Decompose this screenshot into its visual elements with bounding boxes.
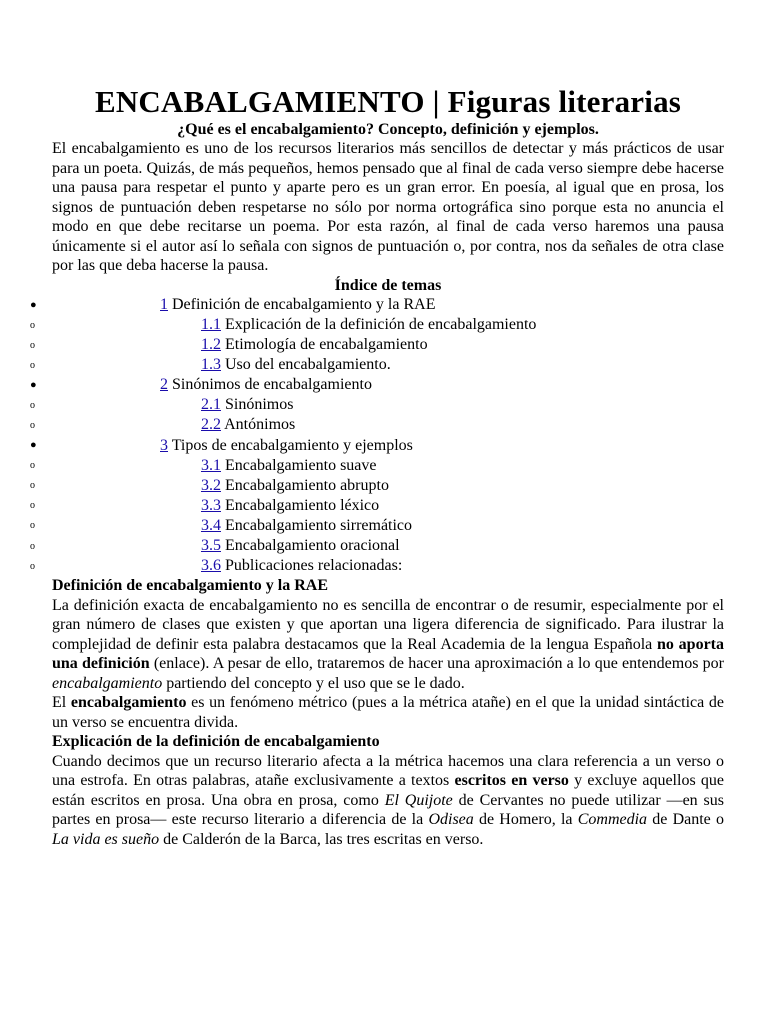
definition-paragraph bbox=[52, 596, 724, 694]
toc-link[interactable]: 1.2 bbox=[201, 336, 221, 354]
toc-item bbox=[30, 496, 724, 516]
toc-item bbox=[30, 395, 724, 415]
toc-label: Encabalgamiento abrupto bbox=[225, 476, 389, 494]
intro-paragraph: El encabalgamiento es uno de los recursos literarios más sencillos de detectar y más prácticos de usar para un poeta. Quizás, de más pequeños, hemos pensado que al final de cada verso siempre debe hacerse una pausa para respetar el punto y aparte pero es un gran error. En poesía, al igual que en prosa, los signos de puntuación deben respetarse no sólo por norma ortográfica sino porque esta no anuncia el modo en que debe recitarse un poema. Por esta razón, al final de cada verso haremos una pausa únicamente si el autor así lo señala con signos de puntuación o, por contra, nos da señales de otra clase por las que deba hacerse la pausa. bbox=[52, 140, 724, 274]
table-of-contents bbox=[30, 295, 724, 576]
page-subtitle: ¿Qué es el encabalgamiento? Concepto, definición y ejemplos. bbox=[177, 121, 599, 138]
bold-text: encabalgamiento bbox=[70, 694, 187, 712]
toc-item bbox=[30, 295, 724, 315]
toc-title: Índice de temas bbox=[334, 276, 442, 294]
toc-label: Definición de encabalgamiento y la RAE bbox=[172, 296, 436, 313]
page-title: ENCABALGAMIENTO | Figuras literarias bbox=[94, 84, 682, 119]
bullet-disc-icon: ● bbox=[30, 298, 37, 311]
italic-text: Commedia bbox=[577, 811, 648, 829]
definition-paragraph-2 bbox=[52, 693, 724, 732]
toc-link[interactable]: 3.4 bbox=[201, 516, 221, 534]
bold-text: no aporta una definición bbox=[52, 635, 724, 673]
toc-item bbox=[30, 355, 724, 375]
toc-item bbox=[30, 536, 724, 556]
toc-item bbox=[30, 335, 724, 355]
bullet-circle-icon: o bbox=[30, 460, 35, 472]
text-run: y excluye aquellos que están escritos en prosa. Una obra en prosa, como bbox=[52, 772, 724, 809]
explanation-paragraph bbox=[52, 752, 724, 850]
section-heading-definition: Definición de encabalgamiento y la RAE bbox=[52, 577, 328, 595]
text-run: partiendo del concepto y el uso que se le dado. bbox=[162, 674, 465, 692]
toc-label: Publicaciones relacionadas: bbox=[225, 557, 403, 575]
toc-label: Encabalgamiento oracional bbox=[225, 536, 400, 554]
toc-label: Tipos de encabalgamiento y ejemplos bbox=[171, 436, 413, 454]
text-run: de Homero, la bbox=[473, 811, 578, 829]
toc-item bbox=[30, 456, 724, 476]
text-run: de Cervantes no puede utilizar —en sus partes en prosa— este recurso literario a diferencia de la bbox=[52, 791, 724, 829]
toc-link[interactable]: 3.6 bbox=[201, 557, 221, 575]
toc-link[interactable]: 3.5 bbox=[201, 536, 221, 554]
bullet-circle-icon: o bbox=[30, 520, 35, 532]
toc-item bbox=[30, 415, 724, 435]
text-run: de Calderón de la Barca, las tres escritas en verso. bbox=[159, 830, 484, 848]
toc-link[interactable]: 2 bbox=[160, 376, 168, 394]
toc-link[interactable]: 2.2 bbox=[201, 416, 221, 434]
toc-link[interactable]: 3.2 bbox=[201, 476, 221, 494]
text-run: El bbox=[52, 694, 71, 712]
bullet-circle-icon: o bbox=[30, 420, 35, 432]
text-run: es un fenómeno métrico (pues a la métrica atañe) en el que la unidad sintáctica de un verso se encuentra divida. bbox=[52, 694, 724, 731]
toc-link[interactable]: 2.1 bbox=[201, 396, 221, 414]
toc-label: Uso del encabalgamiento. bbox=[225, 356, 391, 374]
toc-link[interactable]: 3.3 bbox=[201, 496, 221, 514]
italic-text: Odisea bbox=[428, 811, 474, 829]
italic-text: encabalgamiento bbox=[52, 674, 163, 692]
bold-text: escritos en verso bbox=[454, 772, 569, 790]
toc-item bbox=[30, 516, 724, 536]
text-run: La definición exacta de encabalgamiento no es sencilla de encontrar o de resumir, especialmente por el gran número de clases que existen y que aportan una ligera diferencia de significado. Para ilustrar la complejidad de definir esta palabra destacamos que la Real Academia de la lengua Española bbox=[52, 596, 724, 653]
bullet-disc-icon: ● bbox=[30, 378, 37, 391]
toc-link[interactable]: 1.3 bbox=[201, 356, 221, 374]
bullet-circle-icon: o bbox=[30, 540, 35, 552]
italic-text: La vida es sueño bbox=[52, 830, 160, 848]
toc-link[interactable]: 1.1 bbox=[201, 316, 221, 334]
bullet-disc-icon: ● bbox=[30, 439, 37, 452]
bullet-circle-icon: o bbox=[30, 399, 35, 411]
bullet-circle-icon: o bbox=[30, 480, 35, 492]
bullet-circle-icon: o bbox=[30, 359, 35, 371]
toc-link[interactable]: 3.1 bbox=[201, 456, 221, 474]
section-heading-explanation: Explicación de la definición de encabalgamiento bbox=[52, 733, 380, 751]
toc-link[interactable]: 3 bbox=[160, 436, 168, 454]
bullet-circle-icon: o bbox=[30, 500, 35, 512]
toc-item bbox=[30, 436, 724, 456]
text-run: (enlace). A pesar de ello, trataremos de hacer una aproximación a lo que entendemos por bbox=[149, 655, 725, 673]
text-run: Cuando decimos que un recurso literario afecta a la métrica hacemos una clara referencia a un verso o una estrofa. En otras palabras, atañe exclusivamente a textos bbox=[52, 752, 724, 790]
italic-text: El Quijote bbox=[384, 791, 453, 809]
toc-label: Encabalgamiento suave bbox=[225, 456, 377, 474]
toc-label: Sinónimos de encabalgamiento bbox=[172, 376, 372, 394]
toc-item bbox=[30, 476, 724, 496]
toc-label: Etimología de encabalgamiento bbox=[225, 336, 428, 354]
toc-label: Encabalgamiento sirremático bbox=[225, 516, 413, 534]
bullet-circle-icon: o bbox=[30, 319, 35, 331]
text-run: de Dante o bbox=[647, 811, 725, 829]
toc-label: Sinónimos bbox=[225, 396, 294, 414]
toc-link[interactable]: 1 bbox=[160, 296, 168, 313]
toc-item bbox=[30, 315, 724, 335]
bullet-circle-icon: o bbox=[30, 560, 35, 572]
toc-label: Encabalgamiento léxico bbox=[225, 496, 380, 514]
toc-item bbox=[30, 375, 724, 395]
toc-label: Explicación de la definición de encabalgamiento bbox=[225, 316, 537, 334]
toc-label: Antónimos bbox=[224, 416, 296, 434]
toc-item bbox=[30, 556, 724, 576]
bullet-circle-icon: o bbox=[30, 339, 35, 351]
